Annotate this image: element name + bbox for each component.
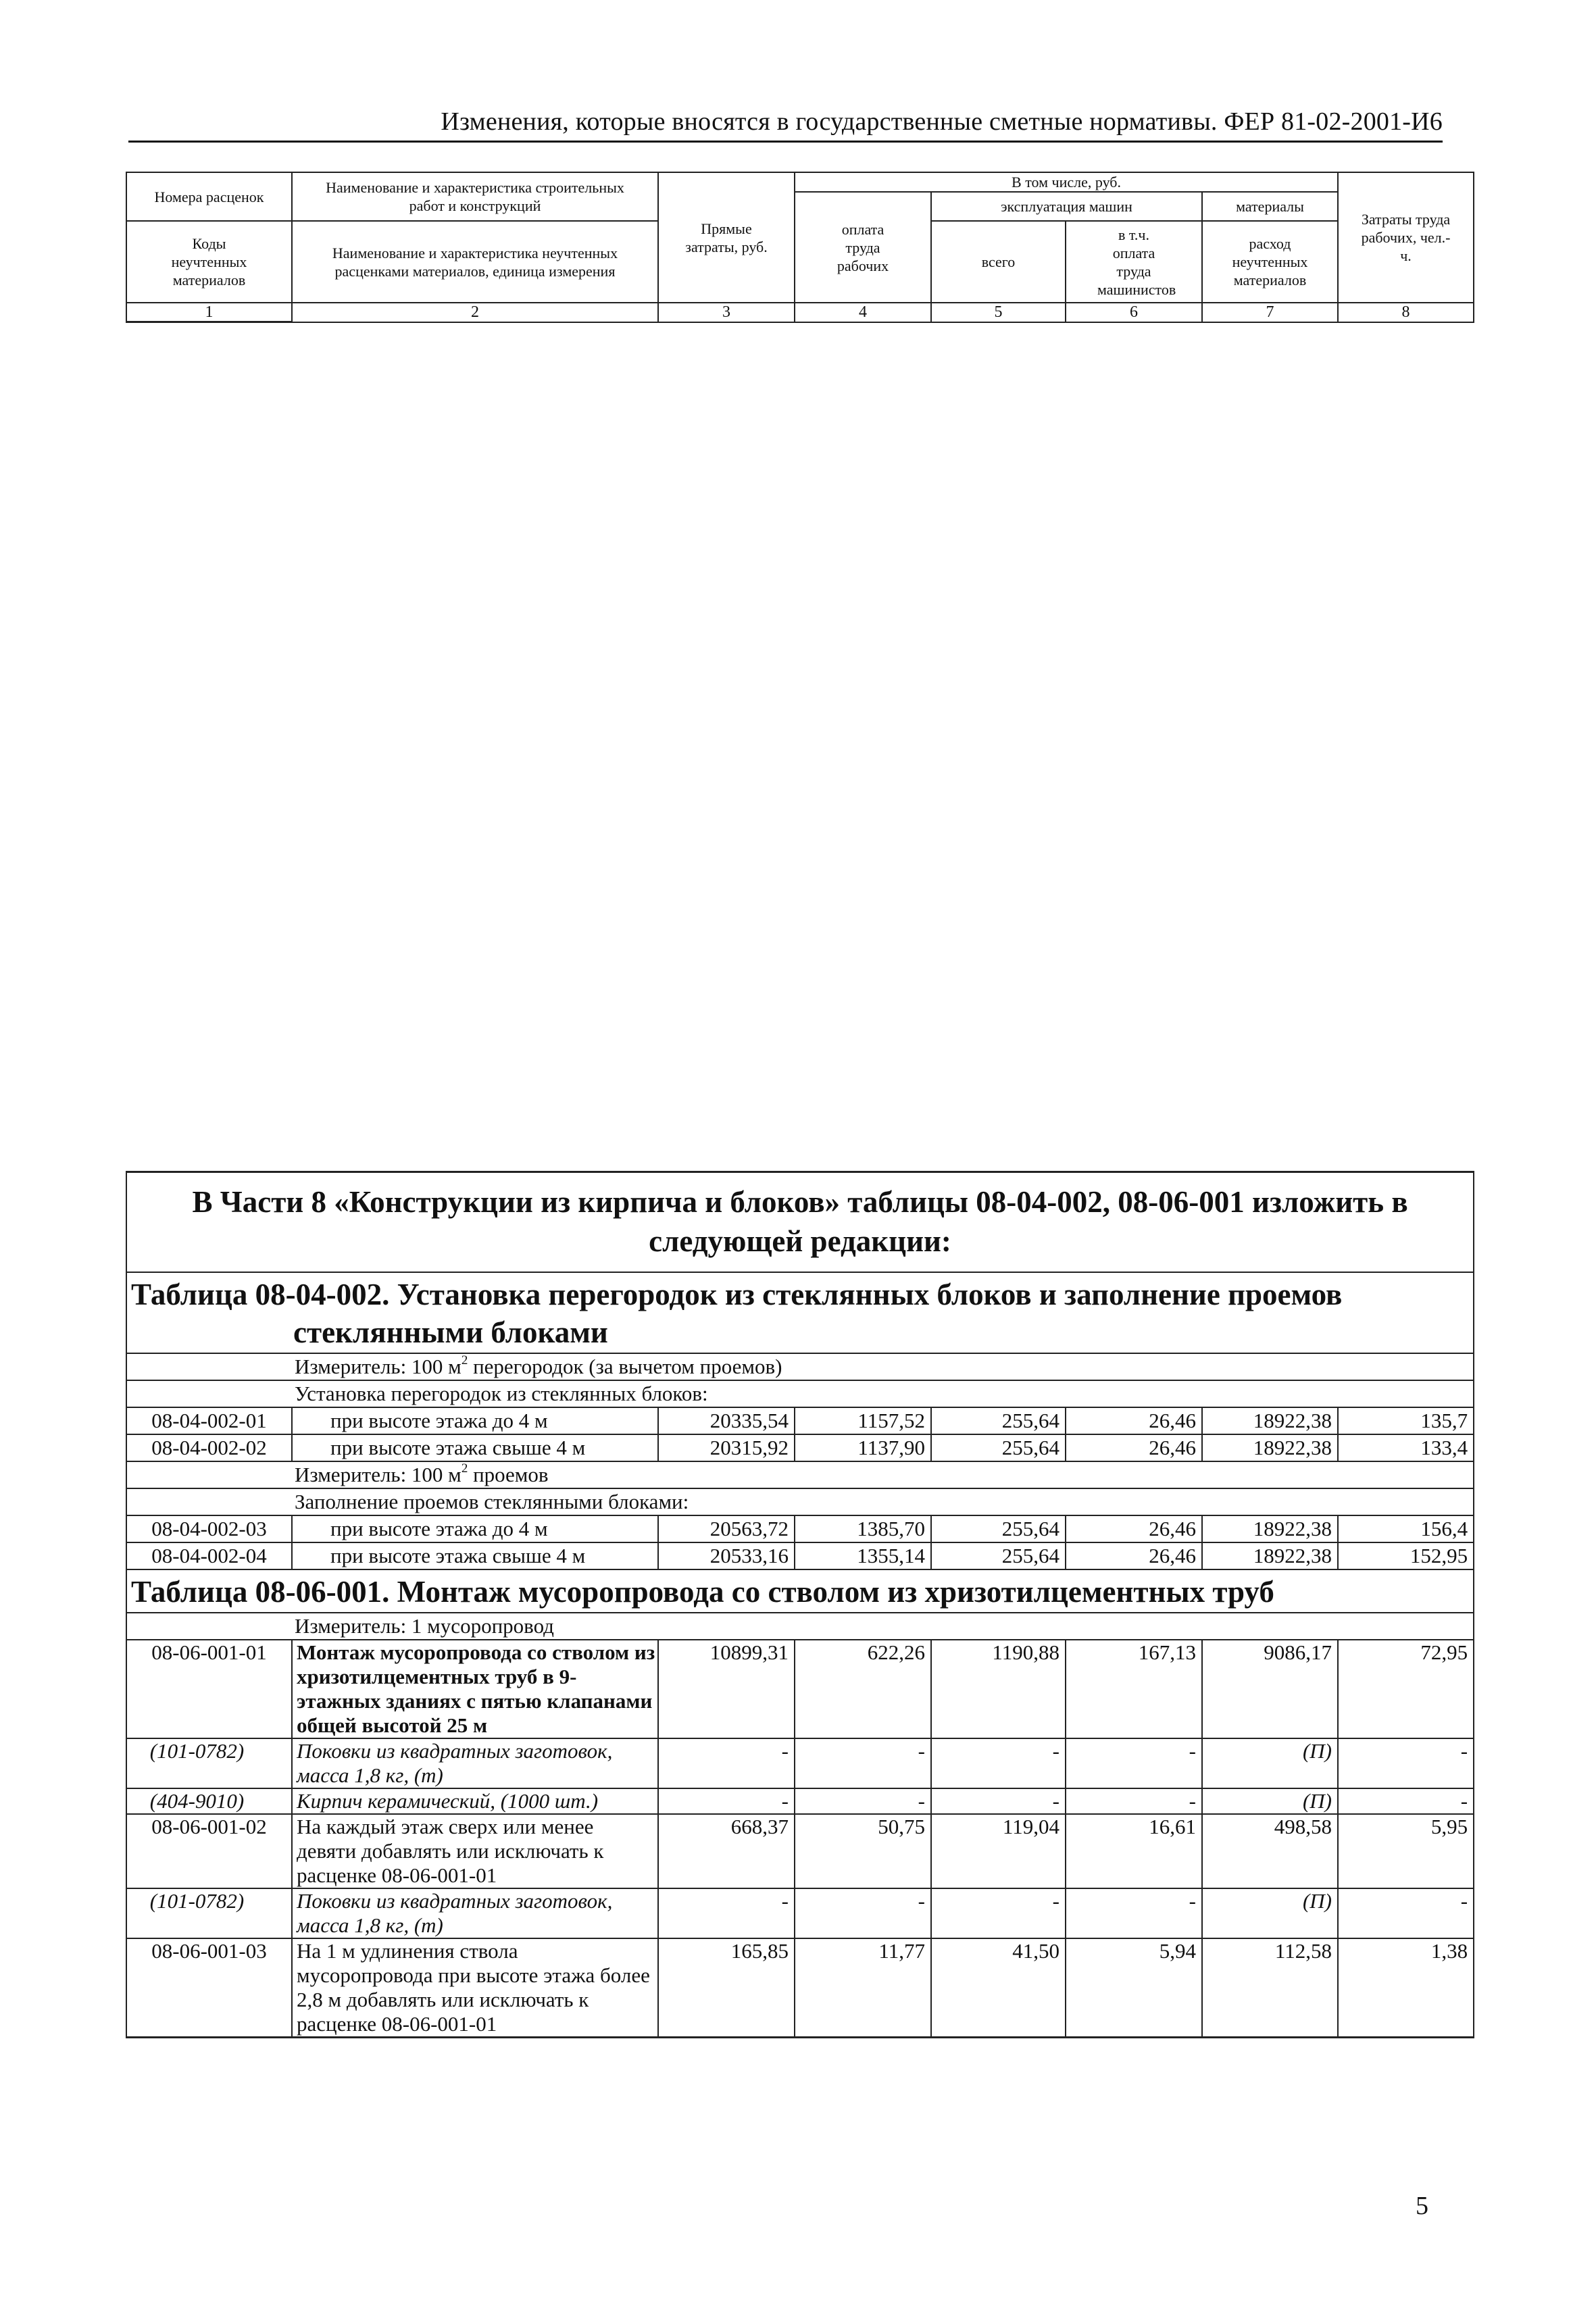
materials-cost: 112,58 [1202, 1938, 1338, 2038]
header-col2-top: Наименование и характеристика строительных работ и конструкций [292, 172, 658, 221]
meter-superscript: 2 [461, 1353, 468, 1367]
meter-text-tail: перегородок (за вычетом проемов) [468, 1355, 782, 1378]
rate-code: 08-06-001-03 [126, 1938, 292, 2038]
rate-name: при высоте этажа свыше 4 м [292, 1434, 658, 1461]
materials-cost: 18922,38 [1202, 1542, 1338, 1569]
direct-cost: 165,85 [658, 1938, 795, 2038]
labor-hours: 156,4 [1338, 1515, 1474, 1542]
labor-cost: 1385,70 [795, 1515, 931, 1542]
section-intro: В Части 8 «Конструкции из кирпича и блоков» таблицы 08-04-002, 08-06-001 изложить в следующей редакции: [126, 1172, 1474, 1273]
machines-cost: 255,64 [931, 1407, 1066, 1434]
operators-cost: 167,13 [1066, 1640, 1202, 1738]
materials-cost: 18922,38 [1202, 1515, 1338, 1542]
meter-label [126, 1461, 1474, 1488]
labor-cost: 1137,90 [795, 1434, 931, 1461]
header-group-total: В том числе, руб. [795, 172, 1338, 192]
table-row [126, 1434, 1474, 1461]
rate-code: 08-04-002-04 [126, 1542, 292, 1569]
dash: - [658, 1738, 795, 1788]
dash: - [1066, 1888, 1202, 1938]
meter-text: Измеритель: 100 м [295, 1355, 462, 1378]
running-header: Изменения, которые вносятся в государственные сметные нормативы. ФЕР 81-02-2001-И6 [128, 107, 1443, 143]
table-row [126, 1515, 1474, 1542]
table-title: Таблица 08-06-001. Монтаж мусоропровода со стволом из хризотилцементных труб [126, 1569, 1474, 1613]
table-row [126, 1938, 1474, 2038]
direct-cost: 668,37 [658, 1814, 795, 1888]
material-row [126, 1888, 1474, 1938]
materials-cost: 18922,38 [1202, 1434, 1338, 1461]
meter-superscript: 2 [461, 1461, 468, 1476]
table-title-line1: Таблица 08-04-002. Установка перегородок из стеклянных блоков и заполнение проемов [131, 1278, 1343, 1311]
material-name: Кирпич керамический, (1000 шт.) [292, 1788, 658, 1814]
header-col6: в т.ч. оплата труда машинистов [1066, 221, 1202, 303]
rate-name: Монтаж мусоропровода со стволом из хризотилцементных труб в 9-этажных зданиях с пятью клапанами общей высотой 25 м [292, 1640, 658, 1738]
machines-cost: 41,50 [931, 1938, 1066, 2038]
labor-hours: 135,7 [1338, 1407, 1474, 1434]
machines-cost: 119,04 [931, 1814, 1066, 1888]
group-label: Заполнение проемов стеклянными блоками: [126, 1488, 1474, 1515]
labor-cost: 50,75 [795, 1814, 931, 1888]
rate-code: 08-04-002-01 [126, 1407, 292, 1434]
dash: - [795, 1888, 931, 1938]
labor-cost: 1355,14 [795, 1542, 931, 1569]
operators-cost: 26,46 [1066, 1407, 1202, 1434]
labor-hours: 72,95 [1338, 1640, 1474, 1738]
group-label: Установка перегородок из стеклянных блоков: [126, 1380, 1474, 1407]
table-row [126, 1542, 1474, 1569]
header-col7: расход неучтенных материалов [1202, 221, 1338, 303]
material-pricing-mark: (П) [1202, 1788, 1338, 1814]
meter-text: Измеритель: 100 м [295, 1463, 462, 1486]
rates-table [126, 1171, 1474, 2038]
header-col8: Затраты труда рабочих, чел.-ч. [1338, 172, 1474, 303]
material-name: Поковки из квадратных заготовок, масса 1,8 кг, (т) [292, 1738, 658, 1788]
header-group-materials: материалы [1202, 192, 1338, 221]
col-number: 2 [292, 303, 658, 322]
operators-cost: 26,46 [1066, 1542, 1202, 1569]
table-row [126, 1814, 1474, 1888]
header-col5: всего [931, 221, 1066, 303]
machines-cost: 255,64 [931, 1434, 1066, 1461]
material-pricing-mark: (П) [1202, 1738, 1338, 1788]
labor-hours: 133,4 [1338, 1434, 1474, 1461]
labor-cost: 622,26 [795, 1640, 931, 1738]
rate-code: 08-06-001-01 [126, 1640, 292, 1738]
header-col3: Прямые затраты, руб. [658, 172, 795, 303]
dash: - [931, 1738, 1066, 1788]
material-pricing-mark: (П) [1202, 1888, 1338, 1938]
materials-cost: 9086,17 [1202, 1640, 1338, 1738]
material-code: (101-0782) [126, 1738, 292, 1788]
labor-cost: 11,77 [795, 1938, 931, 2038]
col-number: 5 [931, 303, 1066, 322]
rate-code: 08-04-002-02 [126, 1434, 292, 1461]
page-number: 5 [1416, 2192, 1428, 2220]
col-number: 1 [126, 303, 292, 322]
header-col1-top: Номера расценок [126, 172, 292, 221]
dash: - [1066, 1788, 1202, 1814]
header-col1-bottom: Коды неучтенных материалов [126, 221, 292, 303]
direct-cost: 20533,16 [658, 1542, 795, 1569]
rate-name: при высоте этажа до 4 м [292, 1515, 658, 1542]
table-row [126, 1407, 1474, 1434]
dash: - [795, 1788, 931, 1814]
rate-name: На каждый этаж сверх или менее девяти добавлять или исключать к расценке 08-06-001-01 [292, 1814, 658, 1888]
column-header-table [126, 172, 1474, 323]
labor-hours: 152,95 [1338, 1542, 1474, 1569]
dash: - [1338, 1738, 1474, 1788]
dash: - [1338, 1788, 1474, 1814]
material-code: (404-9010) [126, 1788, 292, 1814]
operators-cost: 16,61 [1066, 1814, 1202, 1888]
col-number: 7 [1202, 303, 1338, 322]
dash: - [1066, 1738, 1202, 1788]
table-title [126, 1272, 1474, 1353]
dash: - [1338, 1888, 1474, 1938]
dash: - [931, 1788, 1066, 1814]
material-code: (101-0782) [126, 1888, 292, 1938]
rate-code: 08-06-001-02 [126, 1814, 292, 1888]
machines-cost: 255,64 [931, 1515, 1066, 1542]
operators-cost: 26,46 [1066, 1434, 1202, 1461]
col-number: 4 [795, 303, 931, 322]
materials-cost: 18922,38 [1202, 1407, 1338, 1434]
operators-cost: 5,94 [1066, 1938, 1202, 2038]
col-number: 6 [1066, 303, 1202, 322]
material-name: Поковки из квадратных заготовок, масса 1,8 кг, (т) [292, 1888, 658, 1938]
dash: - [931, 1888, 1066, 1938]
labor-cost: 1157,52 [795, 1407, 931, 1434]
direct-cost: 10899,31 [658, 1640, 795, 1738]
rate-name: при высоте этажа до 4 м [292, 1407, 658, 1434]
direct-cost: 20315,92 [658, 1434, 795, 1461]
material-row [126, 1738, 1474, 1788]
table-row [126, 1640, 1474, 1738]
operators-cost: 26,46 [1066, 1515, 1202, 1542]
meter-label [126, 1353, 1474, 1380]
dash: - [658, 1888, 795, 1938]
labor-hours: 5,95 [1338, 1814, 1474, 1888]
col-number: 3 [658, 303, 795, 322]
rate-name: при высоте этажа свыше 4 м [292, 1542, 658, 1569]
rate-code: 08-04-002-03 [126, 1515, 292, 1542]
labor-hours: 1,38 [1338, 1938, 1474, 2038]
col-number: 8 [1338, 303, 1474, 322]
direct-cost: 20335,54 [658, 1407, 795, 1434]
dash: - [658, 1788, 795, 1814]
header-col2-bottom: Наименование и характеристика неучтенных расценками материалов, единица измерения [292, 221, 658, 303]
material-row [126, 1788, 1474, 1814]
meter-label: Измеритель: 1 мусоропровод [126, 1613, 1474, 1640]
materials-cost: 498,58 [1202, 1814, 1338, 1888]
meter-text-tail: проемов [468, 1463, 549, 1486]
header-col4: оплата труда рабочих [795, 192, 931, 303]
table-title-line2: стеклянными блоками [293, 1315, 608, 1349]
dash: - [795, 1738, 931, 1788]
machines-cost: 1190,88 [931, 1640, 1066, 1738]
machines-cost: 255,64 [931, 1542, 1066, 1569]
direct-cost: 20563,72 [658, 1515, 795, 1542]
header-group-machines: эксплуатация машин [931, 192, 1202, 221]
rate-name: На 1 м удлинения ствола мусоропровода при высоте этажа более 2,8 м добавлять или исключать к расценке 08-06-001-01 [292, 1938, 658, 2038]
